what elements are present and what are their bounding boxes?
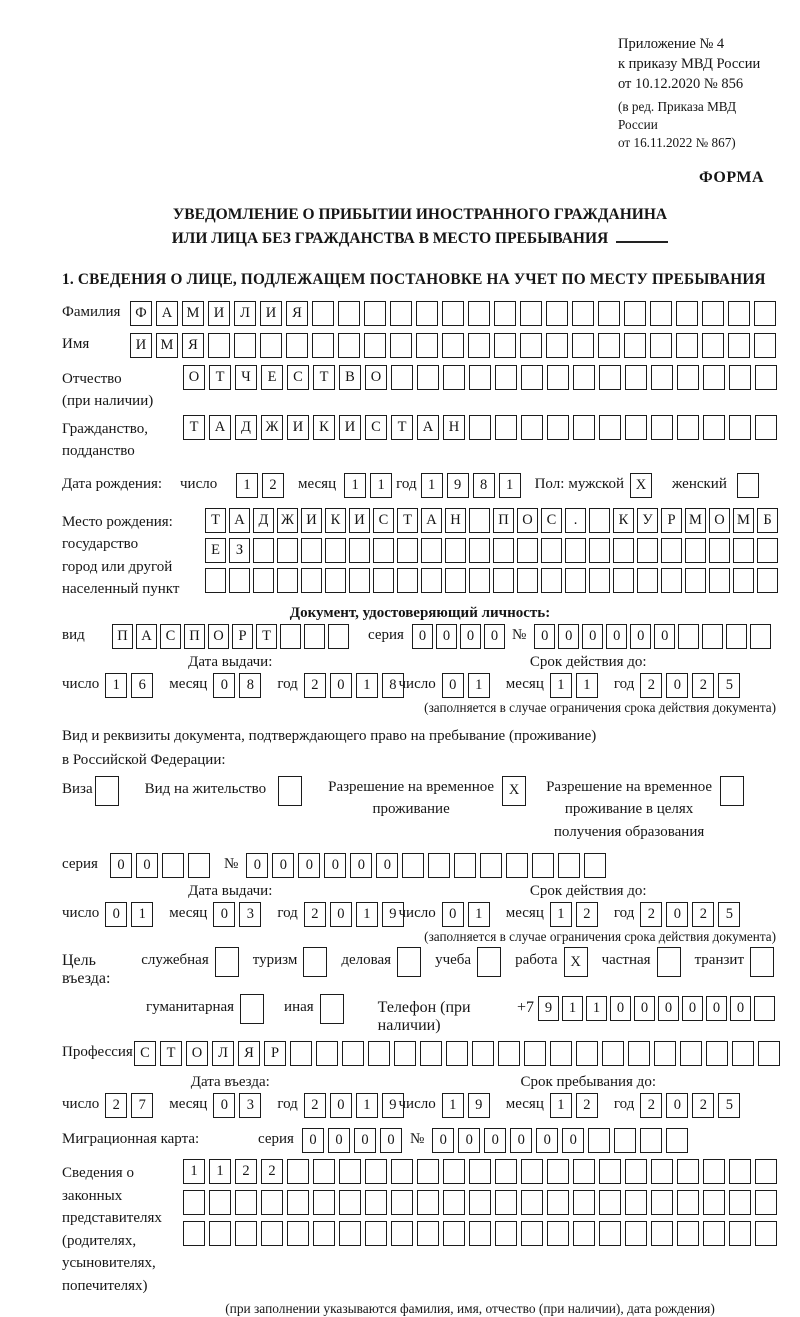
- stay-until-date: число 1 9 месяц 1 2 год 2 0 2 5: [399, 1093, 778, 1118]
- doc-valid-heading: Срок действия до:: [529, 653, 647, 670]
- res-valid-note: (заполняется в случае ограничения срока действия документа): [424, 929, 776, 945]
- stay-day[interactable]: 1 9: [442, 1093, 494, 1118]
- res-series-cells[interactable]: 0 0: [110, 853, 214, 878]
- appendix-line: от 10.12.2020 № 856: [618, 76, 744, 92]
- purpose-label: Цель въезда:: [62, 952, 111, 988]
- citizenship-cells[interactable]: Т А Д Ж И К И С Т А Н: [183, 415, 781, 440]
- purpose-other-checkbox[interactable]: [320, 994, 348, 1024]
- doc-type-label: вид: [62, 626, 85, 643]
- res-issue-month[interactable]: 0 3: [213, 902, 265, 927]
- appendix-line: Приложение № 4: [618, 36, 725, 52]
- month-label: месяц: [298, 475, 337, 492]
- mc-series-label: серия: [258, 1131, 294, 1148]
- residence-series-row: [62, 853, 778, 878]
- doc-type-cells[interactable]: П А С П О Р Т: [112, 624, 352, 649]
- doc-valid-note: (заполняется в случае ограничения срока действия документа): [424, 699, 776, 715]
- option-rvp: Разрешение на временное проживание X: [328, 776, 530, 821]
- purpose-row2: гуманитарная иная Телефон (при наличии) +7 9 1 1 0 0 0 0 0 0: [62, 994, 778, 1035]
- purpose-business-checkbox[interactable]: [397, 947, 425, 977]
- doc-valid-day[interactable]: 0 1: [442, 673, 494, 698]
- surname-cells[interactable]: Ф А М И Л И Я: [130, 301, 780, 326]
- purpose-tourism-checkbox[interactable]: [303, 947, 331, 977]
- doc-issue-date: число 1 6 месяц 0 8 год 2 0 1 8: [62, 673, 399, 698]
- doc-valid-date: число 0 1 месяц 1 1 год 2 0 2 5: [399, 673, 778, 698]
- stay-until-heading: Срок пребывания до:: [520, 1074, 656, 1091]
- sex-female-checkbox[interactable]: [737, 473, 763, 498]
- citizenship-label: Гражданство, подданство: [62, 420, 149, 460]
- mc-series-cells[interactable]: 0 0 0 0: [302, 1128, 406, 1153]
- section1-heading: 1. СВЕДЕНИЯ О ЛИЦЕ, ПОДЛЕЖАЩЕМ ПОСТАНОВКЕ НА УЧЕТ ПО МЕСТУ ПРЕБЫВАНИЯ: [62, 270, 766, 288]
- legal-reps-cells-row3[interactable]: [183, 1221, 781, 1246]
- res-issue-date: число 0 1 месяц 0 3 год 2 0 1 9: [62, 902, 399, 927]
- res-valid-day[interactable]: 0 1: [442, 902, 494, 927]
- residence-doc-options: [62, 776, 778, 844]
- legal-reps-cells-row1[interactable]: 1 1 2 2: [183, 1159, 781, 1184]
- doc-number-cells[interactable]: 0 0 0 0 0 0: [534, 624, 774, 649]
- birth-date-row: [62, 473, 778, 498]
- amendment-line: (в ред. Приказа МВД России: [618, 99, 737, 133]
- doc-number-label: №: [511, 626, 527, 643]
- res-issue-day[interactable]: 0 1: [105, 902, 157, 927]
- purpose-row1: Цель въезда: служебная туризм деловая учеба работа X частная транзит: [62, 947, 778, 988]
- doc-issue-month[interactable]: 0 8: [213, 673, 265, 698]
- entry-date: число 2 7 месяц 0 3 год 2 0 1 9: [62, 1093, 399, 1118]
- birth-place-label: Место рождения: государство город или другой населенный пункт: [62, 513, 180, 598]
- entry-year[interactable]: 2 0 1 9: [304, 1093, 408, 1118]
- purpose-humanitarian-checkbox[interactable]: [240, 994, 268, 1024]
- patronymic-label: Отчество (при наличии): [62, 370, 154, 410]
- res-valid-heading: Срок действия до:: [529, 883, 647, 900]
- mc-number-cells[interactable]: 0 0 0 0 0 0: [432, 1128, 692, 1153]
- res-series-label: серия: [62, 856, 98, 873]
- residence-doc-heading2: в Российской Федерации:: [62, 752, 226, 769]
- stay-year[interactable]: 2 0 2 5: [640, 1093, 744, 1118]
- appendix-block: [618, 34, 778, 153]
- migration-card-row: [62, 1128, 778, 1153]
- mc-number-label: №: [409, 1131, 425, 1148]
- form-label: ФОРМА: [698, 168, 764, 186]
- birth-month-cells[interactable]: 1 1: [344, 473, 396, 498]
- legal-reps-cells-row2[interactable]: [183, 1190, 781, 1215]
- rvp-edu-checkbox[interactable]: [720, 776, 748, 806]
- purpose-transit-checkbox[interactable]: [750, 947, 778, 977]
- rvp-checkbox[interactable]: X: [502, 776, 530, 806]
- entry-month[interactable]: 0 3: [213, 1093, 265, 1118]
- res-number-label: №: [224, 856, 239, 873]
- phone-cells[interactable]: 9 1 1 0 0 0 0 0 0: [538, 996, 778, 1021]
- purpose-study-checkbox[interactable]: [477, 947, 505, 977]
- form-title-line1: УВЕДОМЛЕНИЕ О ПРИБЫТИИ ИНОСТРАННОГО ГРАЖДАНИНА: [172, 205, 668, 223]
- sex-male-label: мужской: [568, 475, 624, 492]
- entry-day[interactable]: 2 7: [105, 1093, 157, 1118]
- res-number-cells[interactable]: 0 0 0 0 0 0: [246, 853, 610, 878]
- birth-date-label: Дата рождения:: [62, 475, 163, 492]
- doc-series-cells[interactable]: 0 0 0 0: [412, 624, 508, 649]
- amendment-block: [618, 98, 778, 153]
- sex-female-label: женский: [672, 475, 727, 492]
- birth-place-block: [62, 508, 778, 601]
- doc-series-label: серия: [368, 626, 404, 643]
- res-valid-date: число 0 1 месяц 1 2 год 2 0 2 5: [399, 902, 778, 927]
- legal-reps-label: Сведения о законных представителях (родителях, усыновителях, попечителях): [62, 1165, 162, 1294]
- appendix-line: к приказу МВД России: [618, 56, 761, 72]
- option-vid: Вид на жительство: [145, 776, 306, 806]
- doc-valid-year[interactable]: 2 0 2 5: [640, 673, 744, 698]
- residence-doc-heading1: Вид и реквизиты документа, подтверждающего право на пребывание (проживание): [62, 727, 597, 744]
- birth-place-cells-row2[interactable]: Е З: [205, 538, 781, 563]
- stay-month[interactable]: 1 2: [550, 1093, 602, 1118]
- doc-issue-heading: Дата выдачи:: [188, 653, 273, 670]
- option-visa: Виза: [62, 776, 123, 806]
- entry-date-heading: Дата въезда:: [190, 1074, 270, 1091]
- phone-label: Телефон (при наличии): [377, 999, 471, 1035]
- birth-day-cells[interactable]: 1 2: [236, 473, 288, 498]
- legal-reps-block: [62, 1159, 778, 1297]
- visa-checkbox[interactable]: [95, 776, 123, 806]
- sex-male-checkbox[interactable]: X: [630, 473, 656, 498]
- amendment-line: от 16.11.2022 № 867): [618, 135, 736, 151]
- profession-label: Профессия: [62, 1044, 133, 1061]
- res-issue-heading: Дата выдачи:: [188, 883, 273, 900]
- res-valid-month[interactable]: 1 2: [550, 902, 602, 927]
- form-title-line2: ИЛИ ЛИЦА БЕЗ ГРАЖДАНСТВА В МЕСТО ПРЕБЫВАНИЯ: [62, 227, 778, 251]
- phone-prefix: +7: [516, 999, 534, 1017]
- res-valid-year[interactable]: 2 0 2 5: [640, 902, 744, 927]
- doc-issue-day[interactable]: 1 6: [105, 673, 157, 698]
- profession-cells[interactable]: С Т О Л Я Р: [134, 1041, 784, 1066]
- migration-card-label: Миграционная карта:: [62, 1131, 200, 1148]
- patronymic-cells[interactable]: О Т Ч Е С Т В О: [183, 365, 781, 390]
- purpose-work-checkbox[interactable]: X: [564, 947, 592, 977]
- birth-place-cells-row1[interactable]: Т А Д Ж И К И С Т А Н П О С . К У Р М О М Б: [205, 508, 781, 533]
- day-label: число: [180, 475, 218, 492]
- legal-reps-note: (при заполнении указываются фамилия, имя, отчество (при наличии), дата рождения): [225, 1301, 715, 1317]
- identity-doc-heading: Документ, удостоверяющий личность:: [289, 604, 551, 621]
- fill-in-blank[interactable]: [616, 229, 668, 243]
- purpose-private-checkbox[interactable]: [657, 947, 685, 977]
- vid-checkbox[interactable]: [278, 776, 306, 806]
- option-rvp-edu: Разрешение на временное проживание в целях получения образования: [546, 776, 748, 844]
- name-label: Имя: [62, 335, 90, 352]
- form-title: [62, 203, 778, 251]
- res-issue-year[interactable]: 2 0 1 9: [304, 902, 408, 927]
- birth-place-cells-row3[interactable]: [205, 568, 781, 593]
- doc-valid-month[interactable]: 1 1: [550, 673, 602, 698]
- year-label: год: [396, 475, 417, 492]
- purpose-official-checkbox[interactable]: [215, 947, 243, 977]
- surname-label: Фамилия: [62, 303, 121, 320]
- identity-doc-row: [62, 624, 778, 649]
- doc-issue-year[interactable]: 2 0 1 8: [304, 673, 408, 698]
- name-cells[interactable]: И М Я: [130, 333, 780, 358]
- sex-label: Пол:: [534, 475, 565, 492]
- birth-year-cells[interactable]: 1 9 8 1: [421, 473, 525, 498]
